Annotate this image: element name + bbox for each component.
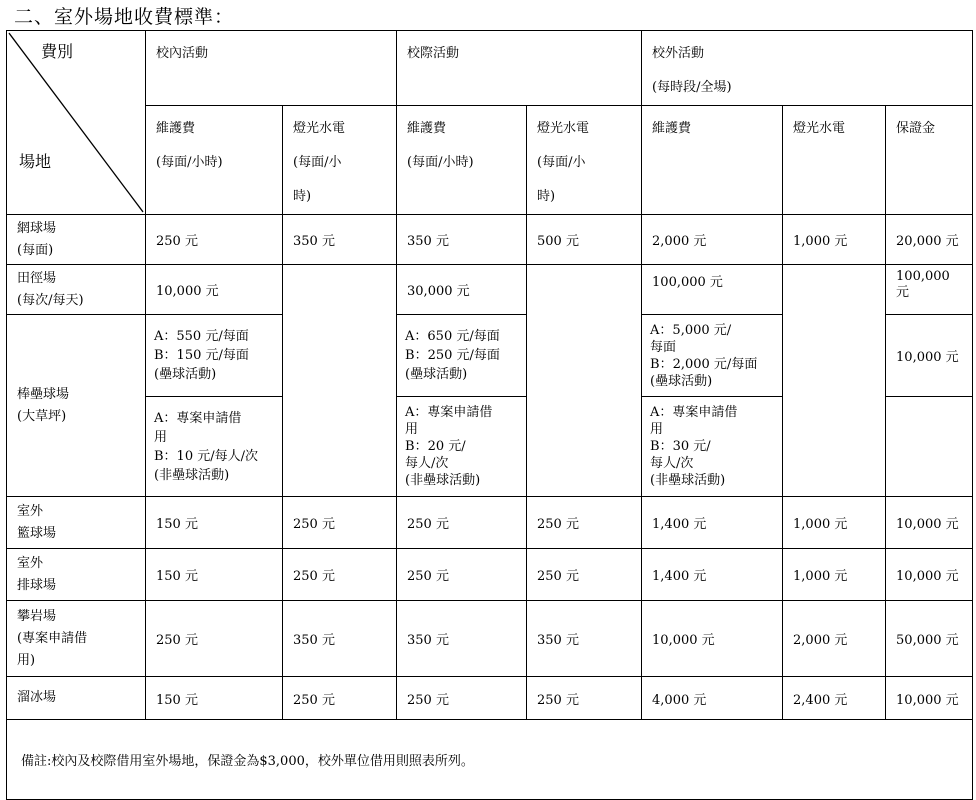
table-cell: 150 元: [146, 497, 283, 549]
campus-maint-header: 維護費 (每面/小時): [146, 106, 283, 215]
inter-maint-header: 維護費 (每面/小時): [397, 106, 527, 215]
table-cell: 350 元: [527, 601, 642, 677]
table-cell: 10,000 元: [886, 677, 973, 720]
table-cell: 350 元: [283, 601, 397, 677]
table-cell: A：專案申請借 用 B：20 元/ 每人/次 (非壘球活動): [397, 397, 527, 497]
table-cell: 250 元: [283, 549, 397, 601]
campus-header: 校內活動: [146, 31, 397, 106]
table-row: [7, 265, 973, 315]
page-title: 二、室外場地收費標準：: [14, 6, 235, 28]
table-cell: 1,000 元: [783, 549, 886, 601]
venue-basketball: 室外 籃球場: [7, 497, 146, 549]
note-text: 備註:校內及校際借用室外場地，保證金為$3,000，校外單位借用則照表所列。: [7, 720, 973, 800]
table-cell: 250 元: [527, 549, 642, 601]
table-cell: 250 元: [146, 601, 283, 677]
table-cell: 250 元: [527, 497, 642, 549]
table-cell: 100,000 元: [886, 265, 973, 315]
table-cell-empty: [783, 265, 886, 497]
table-cell: 150 元: [146, 549, 283, 601]
venue-volleyball: 室外 排球場: [7, 549, 146, 601]
external-header: 校外活動 (每時段/全場): [642, 31, 973, 106]
corner-fee-label: 費別: [41, 42, 74, 61]
table-cell-empty: [886, 397, 973, 497]
table-row: [7, 601, 973, 677]
table-cell: 350 元: [283, 215, 397, 265]
table-cell: 350 元: [397, 601, 527, 677]
header-row-2: [7, 106, 973, 215]
inter-util-header: 燈光水電 (每面/小 時): [527, 106, 642, 215]
table-cell: 50,000 元: [886, 601, 973, 677]
table-cell: 250 元: [397, 549, 527, 601]
table-cell: 250 元: [283, 497, 397, 549]
table-row: [7, 497, 973, 549]
campus-util-header: 燈光水電 (每面/小 時): [283, 106, 397, 215]
venue-baseball: 棒壘球場 (大草坪): [7, 315, 146, 497]
table-cell: 4,000 元: [642, 677, 783, 720]
table-cell: 150 元: [146, 677, 283, 720]
corner-header: [7, 31, 146, 215]
table-cell: 1,000 元: [783, 215, 886, 265]
table-cell: A：550 元/每面 B：150 元/每面 (壘球活動): [146, 315, 283, 397]
table-cell: 350 元: [397, 215, 527, 265]
diagonal-line: [7, 31, 145, 214]
table-cell: 1,400 元: [642, 497, 783, 549]
corner-venue-label: 場地: [19, 152, 52, 171]
table-cell: 10,000 元: [886, 315, 973, 397]
table-cell: A：專案申請借 用 B：10 元/每人/次 (非壘球活動): [146, 397, 283, 497]
table-cell: 10,000 元: [642, 601, 783, 677]
fee-table: [6, 30, 973, 800]
table-row: [7, 549, 973, 601]
note-row: [7, 720, 973, 800]
table-cell: 20,000 元: [886, 215, 973, 265]
table-cell: A：專案申請借 用 B：30 元/ 每人/次 (非壘球活動): [642, 397, 783, 497]
table-cell: 2,400 元: [783, 677, 886, 720]
ext-util-header: 燈光水電: [783, 106, 886, 215]
venue-tennis: 網球場 (每面): [7, 215, 146, 265]
table-cell: 500 元: [527, 215, 642, 265]
venue-skating: 溜冰場: [7, 677, 146, 720]
table-cell: 1,000 元: [783, 497, 886, 549]
table-cell: A：650 元/每面 B：250 元/每面 (壘球活動): [397, 315, 527, 397]
ext-maint-header: 維護費: [642, 106, 783, 215]
table-cell: 250 元: [283, 677, 397, 720]
table-cell: 250 元: [527, 677, 642, 720]
table-cell: 2,000 元: [783, 601, 886, 677]
table-cell: 250 元: [397, 497, 527, 549]
table-row: [7, 677, 973, 720]
deposit-header: 保證金: [886, 106, 973, 215]
table-cell: 30,000 元: [397, 265, 527, 315]
table-cell: 250 元: [397, 677, 527, 720]
inter-school-header: 校際活動: [397, 31, 642, 106]
table-cell: A：5,000 元/ 每面 B：2,000 元/每面 (壘球活動): [642, 315, 783, 397]
table-cell: 1,400 元: [642, 549, 783, 601]
table-cell: 10,000 元: [886, 497, 973, 549]
table-cell: 2,000 元: [642, 215, 783, 265]
venue-climbing: 攀岩場 (專案申請借 用): [7, 601, 146, 677]
venue-track: 田徑場 (每次/每天): [7, 265, 146, 315]
table-row: [7, 215, 973, 265]
table-cell: 10,000 元: [146, 265, 283, 315]
table-cell: 100,000 元: [642, 265, 783, 315]
header-row-1: [7, 31, 973, 106]
table-cell-empty: [283, 265, 397, 497]
table-cell: 250 元: [146, 215, 283, 265]
table-cell-empty: [527, 265, 642, 497]
table-cell: 10,000 元: [886, 549, 973, 601]
